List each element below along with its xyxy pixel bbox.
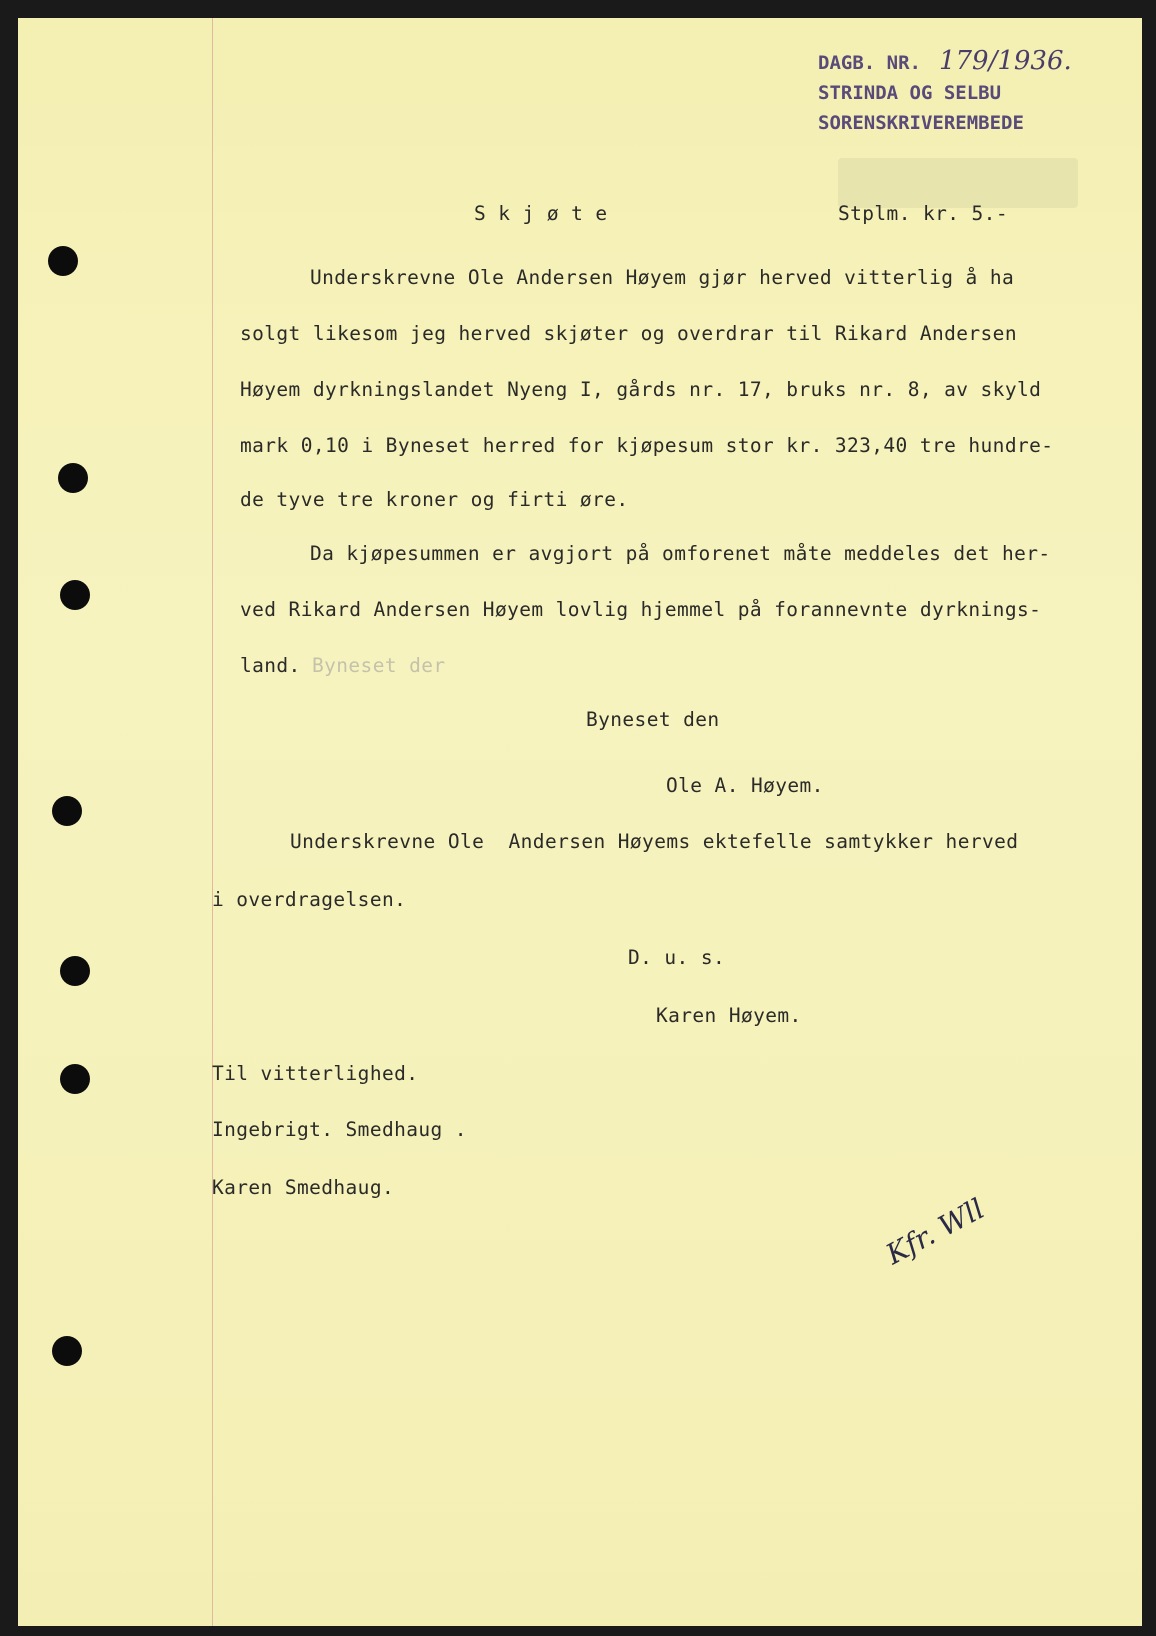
punch-hole <box>60 580 90 610</box>
witness-name: Ingebrigt. Smedhaug . <box>212 1118 467 1141</box>
stamp-duty: Stplm. kr. 5.- <box>838 202 1008 225</box>
punch-hole <box>52 796 82 826</box>
stamp-handwritten-number: 179/1936. <box>938 46 1072 76</box>
document-title: S k j ø t e <box>474 202 608 225</box>
seller-signature: Ole A. Høyem. <box>666 774 824 797</box>
stamp-line-2: STRINDA OG SELBU <box>818 82 1002 104</box>
consent-line: Underskrevne Ole Andersen Høyems ektefelle samtykker herved <box>290 830 1019 853</box>
body-line: land. <box>240 654 301 677</box>
document-page <box>18 18 1142 1626</box>
body-line: mark 0,10 i Byneset herred for kjøpesum stor kr. 323,40 tre hundre- <box>240 434 1054 457</box>
stamp-line-1: DAGB. NR. <box>818 52 921 74</box>
spouse-signature: Karen Høyem. <box>656 1004 802 1027</box>
body-line: Underskrevne Ole Andersen Høyem gjør herved vitterlig å ha <box>310 266 1015 289</box>
consent-line: i overdragelsen. <box>212 888 407 911</box>
body-line: Da kjøpesummen er avgjort på omforenet måte meddeles det her- <box>310 542 1051 565</box>
stamp-line-3: SORENSKRIVEREMBEDE <box>818 112 1024 134</box>
handwritten-initials: Kfr. Wll <box>880 1192 990 1271</box>
punch-hole <box>60 956 90 986</box>
faint-erased-text: Byneset der <box>312 654 446 677</box>
margin-line <box>212 18 213 1626</box>
witness-heading: Til vitterlighed. <box>212 1062 419 1085</box>
place-date: Byneset den <box>586 708 720 731</box>
punch-hole <box>60 1064 90 1094</box>
punch-hole <box>58 463 88 493</box>
registry-stamp <box>818 46 1072 138</box>
body-line: de tyve tre kroner og firti øre. <box>240 488 629 511</box>
body-line: solgt likesom jeg herved skjøter og overdrar til Rikard Andersen <box>240 322 1017 345</box>
punch-hole <box>52 1336 82 1366</box>
stamp-offset-shadow <box>838 158 1078 208</box>
punch-hole <box>48 246 78 276</box>
witness-name: Karen Smedhaug. <box>212 1176 395 1199</box>
dus-abbreviation: D. u. s. <box>628 946 726 969</box>
body-line: Høyem dyrkningslandet Nyeng I, gårds nr. 17, bruks nr. 8, av skyld <box>240 378 1042 401</box>
body-line: ved Rikard Andersen Høyem lovlig hjemmel på forannevnte dyrknings- <box>240 598 1042 621</box>
